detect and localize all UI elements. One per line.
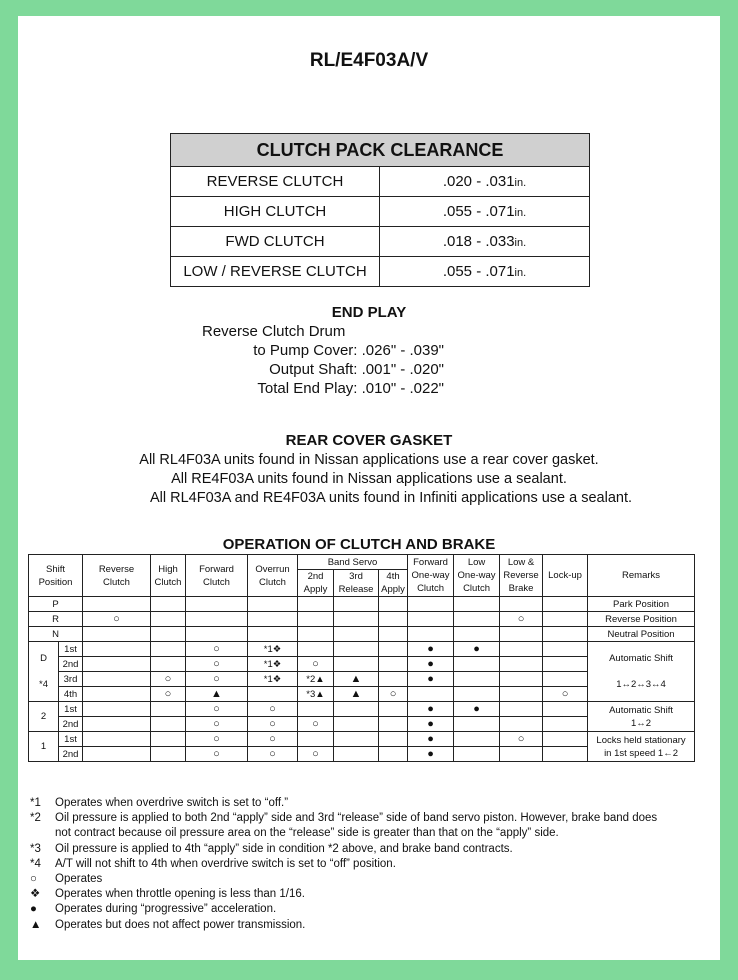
symbol-cell: ○: [379, 687, 408, 702]
gear-cell: 4th: [59, 687, 83, 702]
symbol-cell: ●: [408, 702, 454, 717]
symbol-cell: ○: [186, 672, 248, 687]
page-title: RL/E4F03A/V: [309, 50, 429, 71]
remark-cell: Automatic Shift 1↔2: [588, 702, 695, 732]
header-low-reverse-brake: Low & Reverse Brake: [500, 555, 543, 597]
position-cell: 1: [29, 732, 59, 762]
symbol-cell: ○: [186, 702, 248, 717]
symbol-cell: ●: [454, 702, 500, 717]
symbol-cell: ●: [408, 732, 454, 747]
footnote: *2 Oil pressure is applied to both 2nd “apply” side and 3rd “release” side of band servo piston. However, brake band does: [30, 812, 658, 825]
footnote: not contract because oil pressure area on the “release” side is greater than that on the “apply” side.: [55, 827, 559, 840]
footnote: *1 Operates when overdrive switch is set to “off.”: [30, 797, 289, 809]
symbol-cell: ●: [408, 672, 454, 687]
symbol-cell: *3▲: [298, 687, 334, 702]
header-4th-apply: 4th Apply: [379, 570, 408, 597]
position-cell: 2: [29, 702, 59, 732]
table-row: [29, 642, 695, 657]
document-page: [18, 16, 720, 960]
symbol-cell: *1❖: [248, 672, 298, 687]
remark-cell: Automatic Shift 1↔2↔3↔4: [588, 642, 695, 702]
table-row: [29, 702, 695, 717]
clearance-row: [171, 257, 589, 286]
clearance-value: .055 - .071in.: [442, 203, 527, 220]
symbol-cell: ○: [83, 612, 151, 627]
position-cell: D *4: [29, 642, 59, 702]
clearance-name: HIGH CLUTCH: [171, 197, 380, 226]
gasket-line: All RL4F03A units found in Nissan applications use a rear cover gasket.: [139, 452, 599, 468]
header-reverse-clutch: Reverse Clutch: [83, 555, 151, 597]
header-forward-clutch: Forward Clutch: [186, 555, 248, 597]
clearance-name: LOW / REVERSE CLUTCH: [171, 257, 380, 286]
end-play-line: Output Shaft: .001" - .020": [269, 361, 444, 378]
footnote: ❖ Operates when throttle opening is less than 1/16.: [30, 888, 305, 901]
clearance-heading: CLUTCH PACK CLEARANCE: [171, 134, 589, 167]
symbol-cell: ○: [500, 612, 543, 627]
end-play-heading: END PLAY: [331, 304, 407, 321]
clearance-row: [171, 167, 589, 197]
end-play-line: to Pump Cover: .026" - .039": [253, 342, 444, 359]
symbol-cell: ○: [151, 672, 186, 687]
symbol-cell: ●: [408, 747, 454, 762]
footnote: ○ Operates: [30, 873, 103, 886]
footnote: *4 A/T will not shift to 4th when overdrive switch is set to “off” position.: [30, 857, 396, 870]
symbol-cell: ○: [298, 747, 334, 762]
gear-cell: 1st: [59, 642, 83, 657]
symbol-cell: ▲: [186, 687, 248, 702]
symbol-cell: ▲: [334, 672, 379, 687]
symbol-cell: ○: [186, 747, 248, 762]
table-header-row: [29, 555, 695, 570]
header-forward-oneway: Forward One-way Clutch: [408, 555, 454, 597]
footnote: *3 Oil pressure is applied to 4th “apply” side in condition *2 above, and brake band contracts.: [30, 842, 513, 855]
table-row: [29, 627, 695, 642]
header-remarks: Remarks: [588, 555, 695, 597]
footnote: ▲ Operates but does not affect power transmission.: [30, 918, 306, 931]
symbol-cell: ○: [186, 717, 248, 732]
gasket-heading: REAR COVER GASKET: [285, 432, 453, 449]
operation-heading: OPERATION OF CLUTCH AND BRAKE: [222, 536, 496, 553]
gasket-line: All RE4F03A units found in Nissan applications use a sealant.: [171, 471, 567, 487]
remark-cell: Locks held stationary in 1st speed 1←2: [588, 732, 695, 762]
symbol-cell: ○: [151, 687, 186, 702]
clearance-table: [170, 133, 590, 287]
header-band-servo: Band Servo: [298, 555, 408, 570]
clearance-row: [171, 227, 589, 257]
symbol-cell: ○: [186, 642, 248, 657]
symbol-cell: ●: [408, 657, 454, 672]
symbol-cell: ▲: [334, 687, 379, 702]
table-row: [29, 732, 695, 747]
clearance-name: REVERSE CLUTCH: [171, 167, 380, 196]
clearance-value: .020 - .031in.: [442, 173, 527, 190]
position-cell: R: [29, 612, 83, 627]
symbol-cell: ○: [248, 717, 298, 732]
symbol-cell: *1❖: [248, 642, 298, 657]
table-row: [29, 597, 695, 612]
symbol-cell: ●: [408, 642, 454, 657]
header-high-clutch: High Clutch: [151, 555, 186, 597]
clearance-value: .018 - .033in.: [442, 233, 527, 250]
remark-cell: Reverse Position: [588, 612, 695, 627]
gear-cell: 2nd: [59, 747, 83, 762]
symbol-cell: ○: [248, 747, 298, 762]
position-cell: N: [29, 627, 83, 642]
clearance-name: FWD CLUTCH: [171, 227, 380, 256]
gear-cell: 2nd: [59, 717, 83, 732]
symbol-cell: ●: [408, 717, 454, 732]
symbol-cell: *2▲: [298, 672, 334, 687]
header-low-oneway: Low One-way Clutch: [454, 555, 500, 597]
symbol-cell: ○: [543, 687, 588, 702]
remark-cell: Neutral Position: [588, 627, 695, 642]
end-play-line: Reverse Clutch Drum: [202, 323, 346, 340]
symbol-cell: *1❖: [248, 657, 298, 672]
table-row: [29, 612, 695, 627]
clearance-row: [171, 197, 589, 227]
header-overrun-clutch: Overrun Clutch: [248, 555, 298, 597]
header-3rd-release: 3rd Release: [334, 570, 379, 597]
gear-cell: 3rd: [59, 672, 83, 687]
symbol-cell: ○: [500, 732, 543, 747]
symbol-cell: ○: [248, 732, 298, 747]
footnotes: [30, 796, 657, 933]
clearance-value: .055 - .071in.: [442, 263, 527, 280]
gasket-line: All RL4F03A and RE4F03A units found in Infiniti applications use a sealant.: [149, 490, 633, 506]
symbol-cell: ●: [454, 642, 500, 657]
header-2nd-apply: 2nd Apply: [298, 570, 334, 597]
position-cell: P: [29, 597, 83, 612]
gear-cell: 1st: [59, 732, 83, 747]
footnote: ● Operates during “progressive” acceleration.: [30, 903, 277, 916]
header-shift: Shift Position: [29, 555, 83, 597]
symbol-cell: ○: [186, 732, 248, 747]
end-play-line: Total End Play: .010" - .022": [257, 380, 444, 397]
gear-cell: 1st: [59, 702, 83, 717]
operation-table: [28, 554, 695, 762]
symbol-cell: ○: [248, 702, 298, 717]
symbol-cell: ○: [298, 717, 334, 732]
symbol-cell: ○: [298, 657, 334, 672]
symbol-cell: ○: [186, 657, 248, 672]
gear-cell: 2nd: [59, 657, 83, 672]
header-lockup: Lock-up: [543, 555, 588, 597]
remark-cell: Park Position: [588, 597, 695, 612]
